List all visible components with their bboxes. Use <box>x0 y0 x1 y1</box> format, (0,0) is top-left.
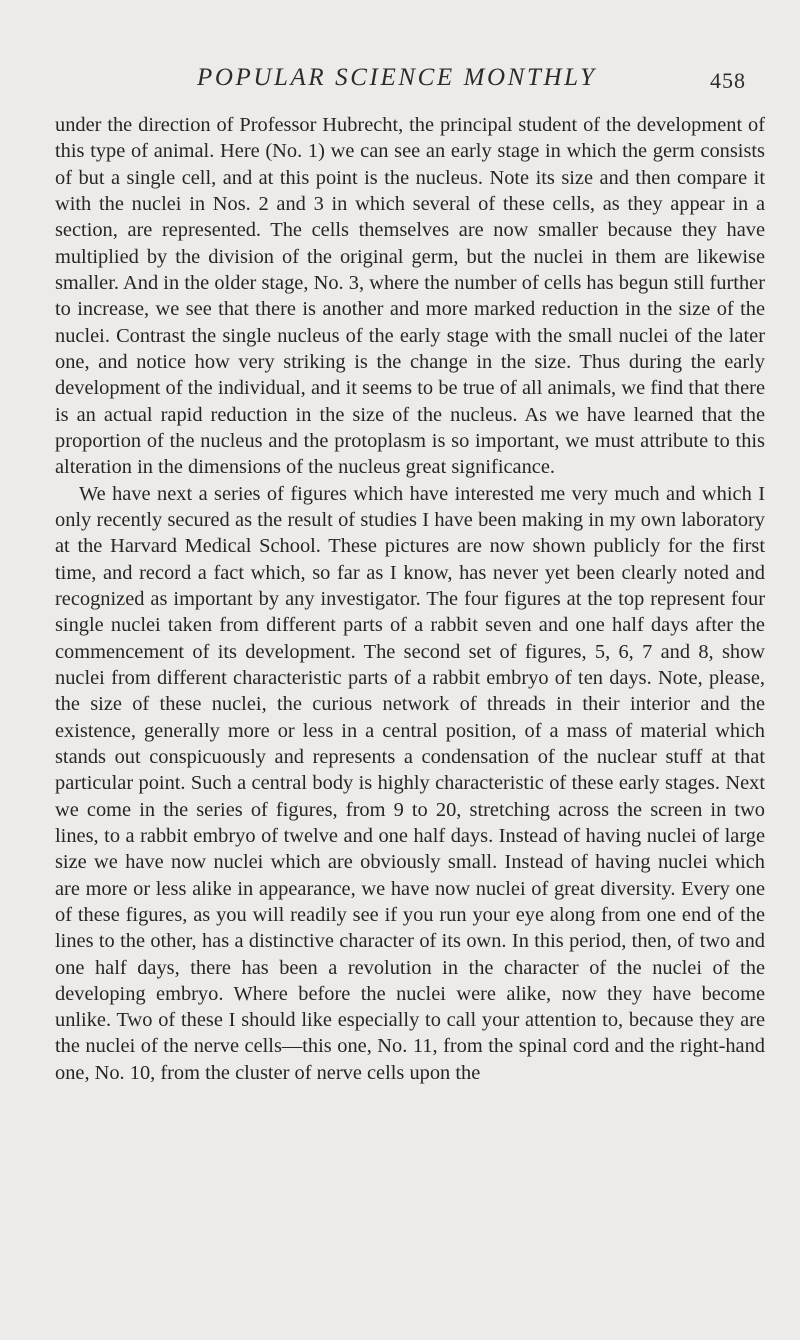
journal-title: POPULAR SCIENCE MONTHLY <box>197 64 597 91</box>
paragraph-1: under the direction of Professor Hubrecht, the principal student of the development of this type of animal. Here (No. 1) we can see an early stage in which the germ consists of but a single cell, and at this point is the nucleus. Note its size and then compare it with the nuclei in Nos. 2 and 3 in which several of these cells, as they appear in a section, are represented. The cells themselves are now smaller because they have multiplied by the division of the original germ, but the nuclei in them are likewise smaller. And in the older stage, No. 3, where the number of cells has begun still further to increase, we see that there is another and more marked reduction in the size of the nuclei. Contrast the single nucleus of the early stage with the small nuclei of the later one, and notice how very striking is the change in the size. Thus during the early development of the individual, and it seems to be true of all animals, we find that there is an actual rapid reduction in the size of the nucleus. As we have learned that the proportion of the nucleus and the protoplasm is so important, we must attribute to this alteration in the dimensions of the nucleus great significance. <box>55 114 765 479</box>
body-text <box>55 112 765 1086</box>
running-head <box>0 64 800 104</box>
paragraph-2: We have next a series of figures which have interested me very much and which I only recently secured as the result of studies I have been making in my own laboratory at the Harvard Medical School. These pictures are now shown publicly for the first time, and record a fact which, so far as I know, has never yet been clearly noted and recognized as important by any investigator. The four figures at the top represent four single nuclei taken from different parts of a rabbit seven and one half days after the commencement of its development. The second set of figures, 5, 6, 7 and 8, show nuclei from different characteristic parts of a rabbit embryo of ten days. Note, please, the size of these nuclei, the curious network of threads in their interior and the existence, generally more or less in a central position, of a mass of material which stands out conspicuously and represents a condensation of the nuclear stuff at that particular point. Such a central body is highly characteristic of these early stages. Next we come in the series of figures, from 9 to 20, stretching across the screen in two lines, to a rabbit embryo of twelve and one half days. Instead of having nuclei of large size we have now nuclei which are obviously small. Instead of having nuclei which are more or less alike in appearance, we have now nuclei of great diversity. Every one of these figures, as you will readily see if you run your eye along from one end of the lines to the other, has a distinctive character of its own. In this period, then, of two and one half days, there has been a revolution in the character of the nuclei of the developing embryo. Where before the nuclei were alike, now they have become unlike. Two of these I should like especially to call your attention to, because they are the nuclei of the nerve cells—this one, No. 11, from the spinal cord and the right-hand one, No. 10, from the cluster of nerve cells upon the <box>55 482 765 1084</box>
page-number: 458 <box>710 68 746 93</box>
